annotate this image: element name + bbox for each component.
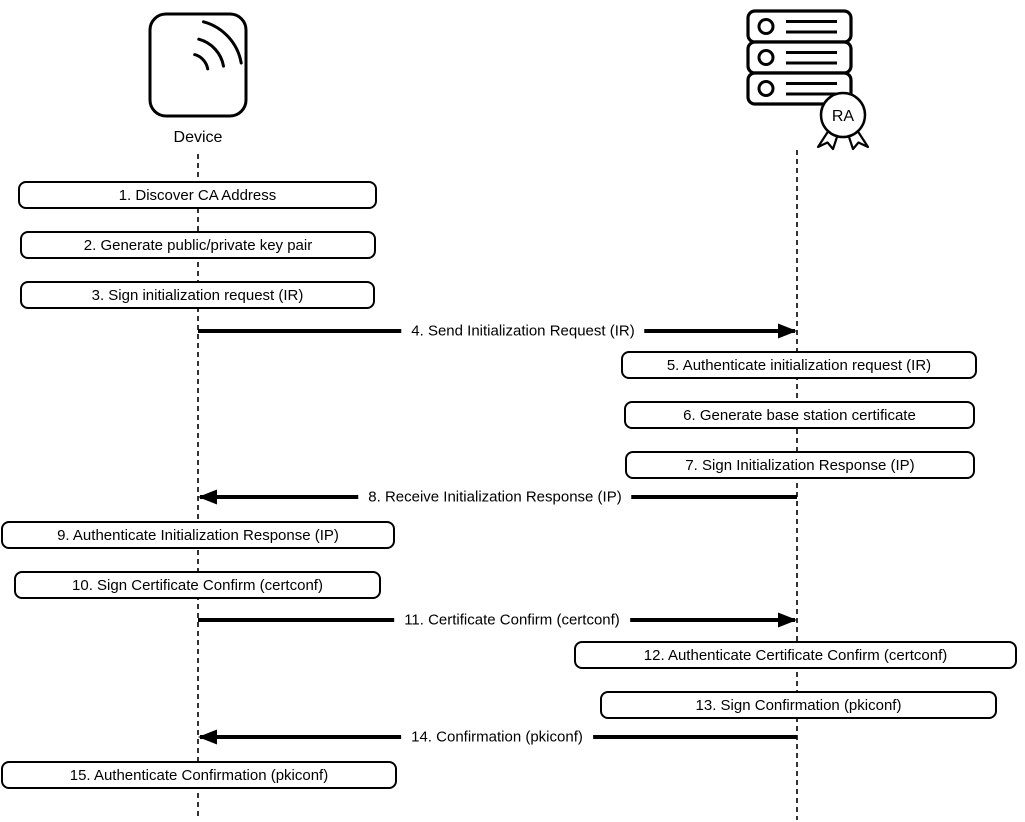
server-units (748, 11, 851, 104)
step-box-10: 10. Sign Certificate Confirm (certconf) (14, 571, 381, 599)
step-box-15: 15. Authenticate Confirmation (pkiconf) (1, 761, 397, 789)
step-box-13: 13. Sign Confirmation (pkiconf) (600, 691, 997, 719)
message-label-14: 14. Confirmation (pkiconf) (401, 727, 593, 748)
step-box-2: 2. Generate public/private key pair (20, 231, 376, 259)
message-label-11: 11. Certificate Confirm (certconf) (394, 610, 630, 631)
ribbon-badge-icon (818, 93, 868, 149)
ra-badge-label: RA (831, 108, 855, 125)
wireless-device-icon (148, 12, 248, 118)
step-box-7: 7. Sign Initialization Response (IP) (625, 451, 975, 479)
step-box-5: 5. Authenticate initialization request (IR) (621, 351, 977, 379)
step-box-9: 9. Authenticate Initialization Response (IP) (1, 521, 395, 549)
message-label-8: 8. Receive Initialization Response (IP) (358, 487, 631, 508)
step-box-6: 6. Generate base station certificate (624, 401, 975, 429)
step-box-1: 1. Discover CA Address (18, 181, 377, 209)
server-stack-icon (745, 8, 880, 153)
message-label-4: 4. Send Initialization Request (IR) (401, 321, 644, 342)
step-box-12: 12. Authenticate Certificate Confirm (certconf) (574, 641, 1017, 669)
device-actor-label: Device (173, 129, 223, 146)
step-box-3: 3. Sign initialization request (IR) (20, 281, 375, 309)
